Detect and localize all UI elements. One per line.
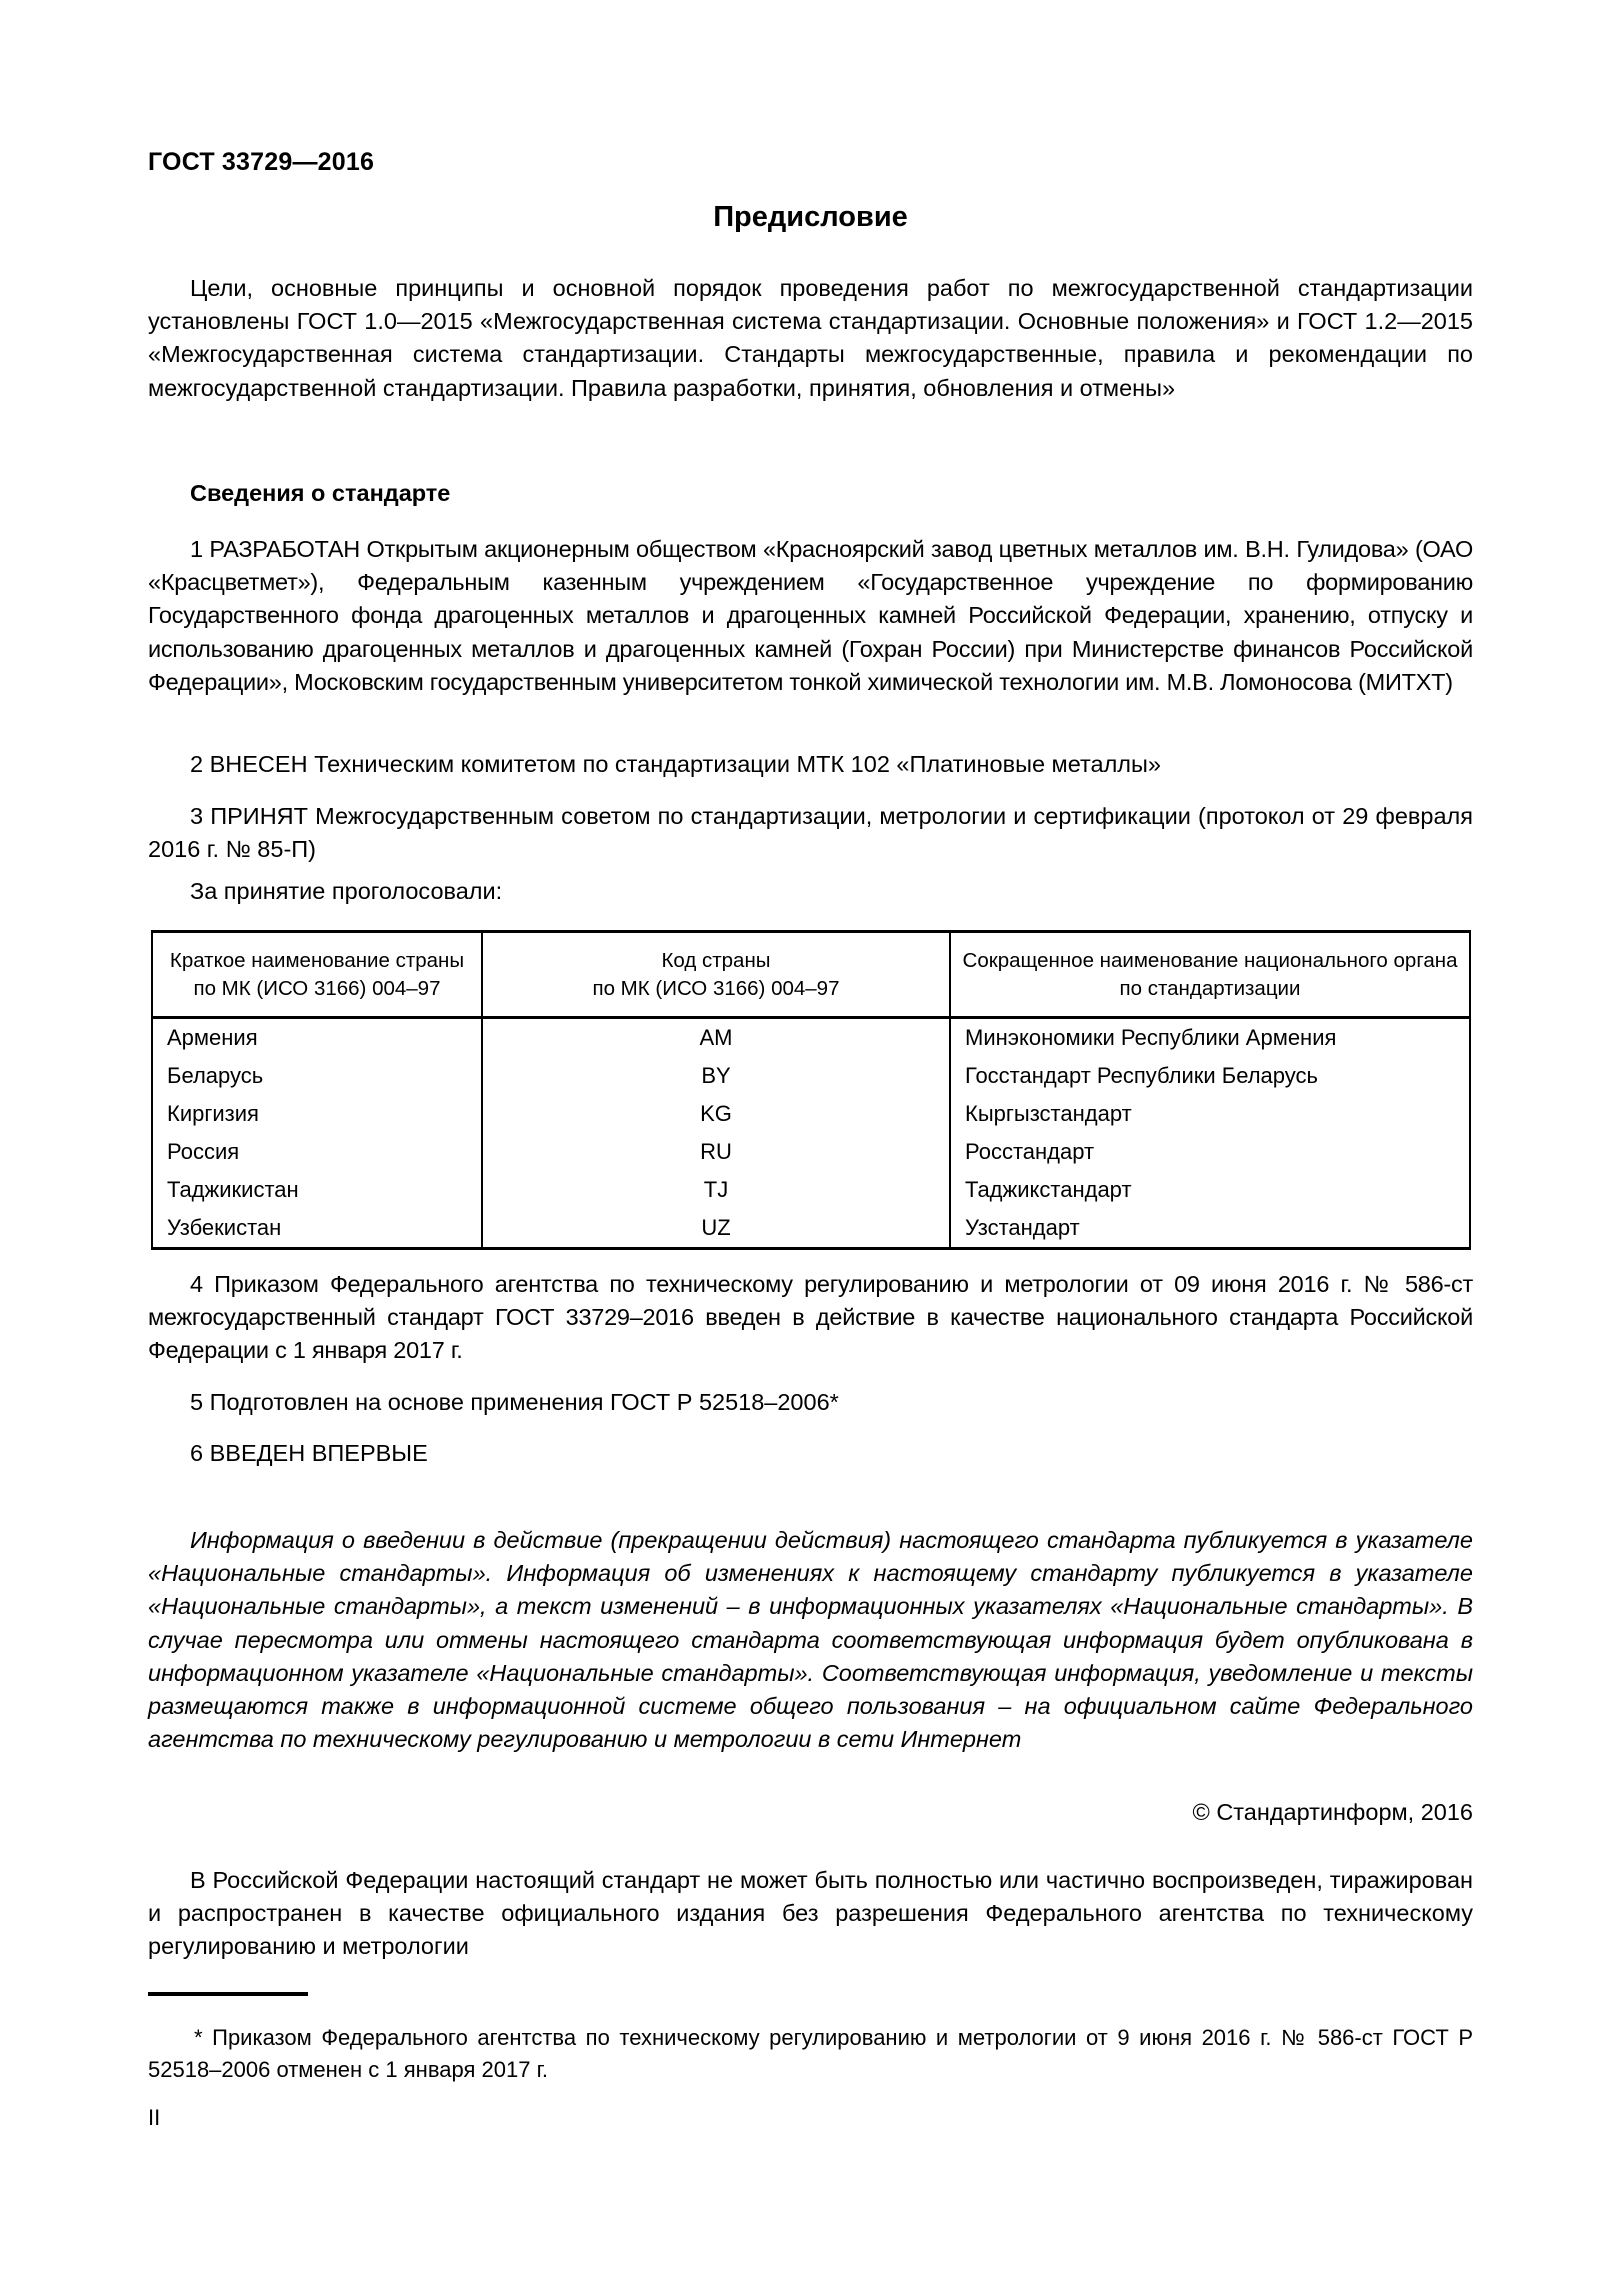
standard-info-item-3-text: 3 ПРИНЯТ Межгосударственным советом по стандартизации, метрологии и сертификации (протокол от 29 февраля 2016 г. № 85-П) xyxy=(148,803,1473,863)
standard-info-item-5 xyxy=(148,1386,1473,1419)
standard-info-heading: Сведения о стандарте xyxy=(190,480,451,506)
table-row xyxy=(152,1133,1470,1171)
cell-body: Росстандарт xyxy=(950,1133,1470,1171)
footnote-separator xyxy=(148,1992,308,1996)
table-row xyxy=(152,1095,1470,1133)
cell-body: Узстандарт xyxy=(950,1209,1470,1249)
vote-table-header xyxy=(152,932,1470,1018)
standard-info-item-5-text: 5 Подготовлен на основе применения ГОСТ Р 52518–2006* xyxy=(190,1389,839,1415)
column-header-body-line1: Сокращенное наименование национального органа xyxy=(962,949,1458,972)
footnote-text: * Приказом Федерального агентства по техническому регулированию и метрологии от 9 июня 2016 г. № 586-ст ГОСТ Р 52518–2006 отменен с 1 января 2017 г. xyxy=(148,2025,1473,2082)
vote-caption-text: За принятие проголосовали: xyxy=(190,878,503,904)
standard-info-item-6 xyxy=(148,1437,1473,1470)
standard-info-item-4 xyxy=(148,1268,1473,1368)
column-header-code xyxy=(482,932,950,1018)
cell-code: RU xyxy=(482,1133,950,1171)
column-header-country xyxy=(152,932,482,1018)
column-header-code-line1: Код страны xyxy=(661,949,771,972)
table-header-row xyxy=(152,932,1470,1018)
reproduction-notice xyxy=(148,1864,1473,1964)
cell-country: Россия xyxy=(152,1133,482,1171)
table-row xyxy=(152,1171,1470,1209)
column-header-body-line2: по стандартизации xyxy=(1119,977,1301,1000)
vote-caption xyxy=(148,875,1473,908)
standard-info-item-2-text: 2 ВНЕСЕН Техническим комитетом по стандартизации МТК 102 «Платиновые металлы» xyxy=(190,751,1161,777)
cell-country: Киргизия xyxy=(152,1095,482,1133)
standard-info-item-6-text: 6 ВВЕДЕН ВПЕРВЫЕ xyxy=(190,1440,428,1466)
intro-paragraph xyxy=(148,272,1473,405)
cell-code: TJ xyxy=(482,1171,950,1209)
page-number: II xyxy=(148,2105,161,2130)
publication-notice-text: Информация о введении в действие (прекращении действия) настоящего стандарта публикуется в указателе «Национальные стандарты». Информация об изменениях к настоящему стандарту публикуется в указателе «Национальные стандарты», а текст изменений – в информационных указателях «Национальные стандарты». В случае пересмотра или отмены настоящего стандарта соответствующая информация будет опубликована в информационном указателе «Национальные стандарты». Соответствующая информация, уведомление и тексты размещаются также в информационной системе общего пользования – на официальном сайте Федерального агентства по техническому регулированию и метрологии в сети Интернет xyxy=(148,1527,1473,1753)
cell-country: Узбекистан xyxy=(152,1209,482,1249)
cell-code: AM xyxy=(482,1018,950,1058)
vote-table-container xyxy=(151,930,1471,1250)
standard-info-item-3 xyxy=(148,800,1473,866)
cell-body: Госстандарт Республики Беларусь xyxy=(950,1057,1470,1095)
cell-code: KG xyxy=(482,1095,950,1133)
cell-body: Кыргызстандарт xyxy=(950,1095,1470,1133)
standard-info-item-4-text: 4 Приказом Федерального агентства по техническому регулированию и метрологии от 09 июня 2016 г. № 586-ст межгосударственный стандарт ГОСТ 33729–2016 введен в действие в качестве национального стандарта Российской Федерации с 1 января 2017 г. xyxy=(148,1271,1473,1364)
vote-table xyxy=(151,930,1471,1250)
cell-country: Беларусь xyxy=(152,1057,482,1095)
standard-info-item-1-text: 1 РАЗРАБОТАН Открытым акционерным обществом «Красноярский завод цветных металлов им. В.Н. Гулидова» (ОАО «Красцветмет»), Федеральным казенным учреждением «Государственное учреждение по формированию Государственного фонда драгоценных металлов и драгоценных камней Российской Федерации, хранению, отпуску и использованию драгоценных металлов и драгоценных камней (Гохран России) при Министерстве финансов Российской Федерации», Московским государственным университетом тонкой химической технологии им. М.В. Ломоносова (МИТХТ) xyxy=(148,536,1473,695)
intro-paragraph-text: Цели, основные принципы и основной порядок проведения работ по межгосударственной стандартизации установлены ГОСТ 1.0—2015 «Межгосударственная система стандартизации. Основные положения» и ГОСТ 1.2—2015 «Межгосударственная система стандартизации. Стандарты межгосударственные, правила и рекомендации по межгосударственной стандартизации. Правила разработки, принятия, обновления и отмены» xyxy=(148,275,1473,401)
standard-info-item-1 xyxy=(148,533,1473,699)
column-header-country-line1: Краткое наименование страны xyxy=(169,949,465,972)
vote-table-body xyxy=(152,1018,1470,1249)
copyright-line: © Стандартинформ, 2016 xyxy=(1192,1799,1473,1825)
cell-code: BY xyxy=(482,1057,950,1095)
column-header-code-line2: по МК (ИСО 3166) 004–97 xyxy=(592,977,840,1000)
column-header-body xyxy=(950,932,1470,1018)
column-header-country-line2: по МК (ИСО 3166) 004–97 xyxy=(193,977,441,1000)
reproduction-notice-text: В Российской Федерации настоящий стандарт не может быть полностью или частично воспроизведен, тиражирован и распространен в качестве официального издания без разрешения Федерального агентства по техническому регулированию и метрологии xyxy=(148,1867,1473,1960)
standard-info-item-2 xyxy=(148,748,1473,781)
cell-body: Минэкономики Республики Армения xyxy=(950,1018,1470,1058)
cell-country: Армения xyxy=(152,1018,482,1058)
cell-code: UZ xyxy=(482,1209,950,1249)
cell-country: Таджикистан xyxy=(152,1171,482,1209)
table-row xyxy=(152,1209,1470,1249)
table-row xyxy=(152,1018,1470,1058)
footnote xyxy=(148,2000,1473,2108)
cell-body: Таджикстандарт xyxy=(950,1171,1470,1209)
page-title: Предисловие xyxy=(713,201,908,233)
document-header-standard-id: ГОСТ 33729—2016 xyxy=(148,148,375,176)
table-row xyxy=(152,1057,1470,1095)
publication-notice xyxy=(148,1524,1473,1756)
